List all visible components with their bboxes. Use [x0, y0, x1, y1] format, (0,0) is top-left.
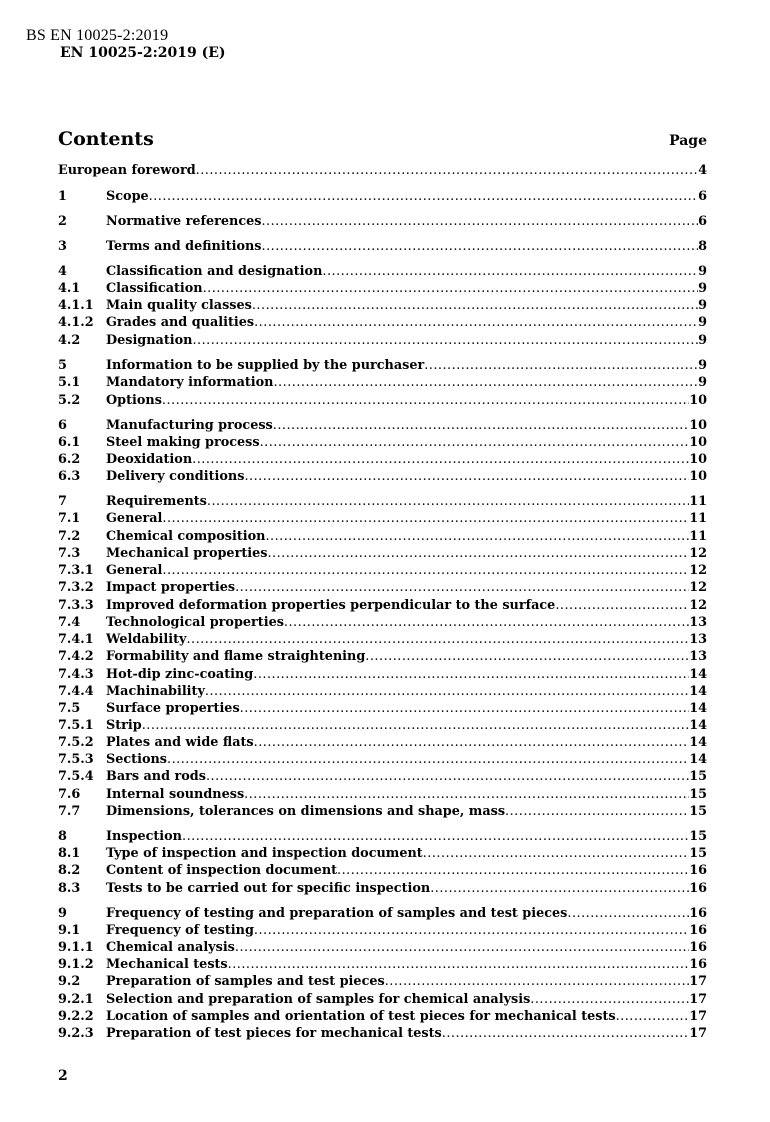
toc-entry-page: 10	[689, 452, 707, 467]
toc-dot-leader	[192, 332, 698, 349]
toc-entry[interactable]	[58, 263, 707, 280]
toc-entry[interactable]	[58, 803, 707, 820]
toc-entry-page: 6	[698, 214, 707, 229]
toc-entry-title: Classification	[106, 281, 203, 296]
toc-entry-page: 16	[689, 863, 707, 878]
toc-dot-leader	[206, 768, 689, 785]
toc-entry[interactable]	[58, 880, 707, 897]
toc-entry-page: 10	[689, 435, 707, 450]
toc-entry-number: 3	[58, 239, 67, 254]
toc-entry-title: Strip	[106, 718, 142, 733]
toc-entry[interactable]	[58, 648, 707, 665]
toc-entry-title: Impact properties	[106, 580, 236, 595]
toc-entry[interactable]	[58, 666, 707, 683]
toc-entry-title: Information to be supplied by the purchaser	[106, 358, 425, 373]
toc-entry-title: Plates and wide flats	[106, 735, 254, 750]
toc-entry-title: Grades and qualities	[106, 315, 255, 330]
toc-entry[interactable]	[58, 734, 707, 751]
toc-entry-page: 14	[689, 718, 707, 733]
toc-dot-leader	[192, 451, 689, 468]
toc-entry[interactable]	[58, 434, 707, 451]
toc-entry[interactable]	[58, 1008, 707, 1025]
toc-dot-leader	[162, 392, 689, 409]
toc-entry-number: 7.4.4	[58, 684, 94, 699]
toc-dot-leader	[273, 417, 689, 434]
toc-entry-number: 6.2	[58, 452, 81, 467]
toc-entry-number: 9.2.2	[58, 1009, 94, 1024]
toc-entry-title: Preparation of samples and test pieces	[106, 974, 385, 989]
toc-dot-leader	[616, 1008, 690, 1025]
toc-entry-title: Inspection	[106, 829, 182, 844]
toc-entry-title: European foreword	[58, 163, 196, 178]
toc-dot-leader	[252, 297, 698, 314]
toc-entry-number: 7.5.2	[58, 735, 94, 750]
toc-dot-leader	[530, 991, 689, 1008]
toc-entry[interactable]	[58, 493, 707, 510]
toc-dot-leader	[162, 562, 689, 579]
toc-entry-title: Frequency of testing and preparation of samples and test pieces	[106, 906, 568, 921]
toc-entry-title: Tests to be carried out for specific inspection	[106, 881, 431, 896]
document-identifier: EN 10025-2:2019 (E)	[60, 45, 226, 61]
toc-entry-number: 7.4.2	[58, 649, 94, 664]
toc-entry-number: 8.2	[58, 863, 81, 878]
toc-entry-title: Mechanical tests	[106, 957, 228, 972]
toc-entry-title: Chemical analysis	[106, 940, 235, 955]
toc-entry[interactable]	[58, 614, 707, 631]
toc-entry-page: 9	[698, 375, 707, 390]
toc-entry-number: 7.4	[58, 615, 81, 630]
toc-dot-leader	[254, 922, 689, 939]
toc-entry-number: 9.2.3	[58, 1026, 94, 1041]
toc-entry-number: 6.3	[58, 469, 81, 484]
toc-entry-title: Mandatory information	[106, 375, 274, 390]
toc-dot-leader	[260, 434, 690, 451]
toc-entry-page: 9	[698, 358, 707, 373]
toc-entry-title: General	[106, 511, 163, 526]
toc-entry-number: 4.1	[58, 281, 81, 296]
toc-entry-page: 14	[689, 735, 707, 750]
toc-entry-number: 9.2.1	[58, 992, 94, 1007]
toc-entry[interactable]	[58, 579, 707, 596]
toc-entry-title: Surface properties	[106, 701, 240, 716]
toc-entry-title: Bars and rods	[106, 769, 206, 784]
page-number: 2	[58, 1068, 68, 1084]
toc-entry-page: 17	[689, 1009, 707, 1024]
toc-entry-title: Chemical composition	[106, 529, 266, 544]
toc-entry[interactable]	[58, 188, 707, 205]
toc-entry[interactable]	[58, 468, 707, 485]
toc-entry-title: Main quality classes	[106, 298, 252, 313]
toc-entry-page: 9	[698, 264, 707, 279]
toc-entry-title: Steel making process	[106, 435, 260, 450]
toc-dot-leader	[273, 374, 698, 391]
toc-entry-title: General	[106, 563, 163, 578]
toc-entry-page: 12	[689, 598, 707, 613]
toc-dot-leader	[203, 280, 698, 297]
toc-entry[interactable]	[58, 238, 707, 255]
toc-entry[interactable]	[58, 597, 707, 614]
toc-dot-leader	[430, 880, 689, 897]
toc-entry-title: Formability and flame straightening	[106, 649, 366, 664]
toc-dot-leader	[162, 510, 689, 527]
standard-identifier: BS EN 10025-2:2019	[26, 27, 169, 44]
toc-entry[interactable]	[58, 374, 707, 391]
toc-entry[interactable]	[58, 314, 707, 331]
toc-entry-title: Scope	[106, 189, 149, 204]
toc-entry-page: 10	[689, 393, 707, 408]
toc-entry-number: 5	[58, 358, 67, 373]
toc-entry-number: 2	[58, 214, 67, 229]
toc-entry-page: 14	[689, 667, 707, 682]
toc-entry-number: 7.1	[58, 511, 81, 526]
toc-dot-leader	[423, 845, 689, 862]
toc-dot-leader	[167, 751, 689, 768]
toc-entry-page: 13	[689, 615, 707, 630]
toc-dot-leader	[385, 973, 689, 990]
toc-dot-leader	[182, 828, 689, 845]
toc-entry-number: 7.4.1	[58, 632, 94, 647]
toc-entry-page: 15	[689, 787, 707, 802]
toc-dot-leader	[142, 717, 689, 734]
toc-entry-title: Sections	[106, 752, 167, 767]
toc-entry-page: 15	[689, 804, 707, 819]
toc-dot-leader	[365, 648, 689, 665]
toc-dot-leader	[235, 579, 689, 596]
toc-entry[interactable]	[58, 717, 707, 734]
toc-entry-page: 9	[698, 298, 707, 313]
toc-entry-number: 7.5	[58, 701, 81, 716]
toc-entry[interactable]	[58, 528, 707, 545]
toc-entry-page: 6	[698, 189, 707, 204]
toc-entry-title: Preparation of test pieces for mechanical tests	[106, 1026, 442, 1041]
toc-entry-page: 15	[689, 829, 707, 844]
toc-entry-number: 8.3	[58, 881, 81, 896]
toc-entry-title: Selection and preparation of samples for chemical analysis	[106, 992, 531, 1007]
toc-entry-number: 7.3	[58, 546, 81, 561]
toc-entry-page: 15	[689, 769, 707, 784]
toc-entry-title: Type of inspection and inspection document	[106, 846, 423, 861]
toc-dot-leader	[567, 905, 689, 922]
toc-entry-page: 14	[689, 752, 707, 767]
toc-entry-title: Terms and definitions	[106, 239, 262, 254]
toc-entry-number: 5.1	[58, 375, 81, 390]
toc-entry-page: 10	[689, 418, 707, 433]
toc-dot-leader	[254, 314, 698, 331]
toc-entry-page: 11	[689, 494, 707, 509]
toc-dot-leader	[267, 545, 689, 562]
toc-entry[interactable]	[58, 213, 707, 230]
toc-dot-leader	[228, 956, 690, 973]
toc-entry-page: 4	[698, 163, 707, 178]
toc-entry-title: Options	[106, 393, 162, 408]
toc-entry[interactable]	[58, 545, 707, 562]
toc-entry-number: 8.1	[58, 846, 81, 861]
toc-entry-page: 17	[689, 974, 707, 989]
toc-entry[interactable]	[58, 862, 707, 879]
toc-entry-page: 16	[689, 923, 707, 938]
toc-dot-leader	[235, 939, 689, 956]
toc-dot-leader	[424, 357, 698, 374]
toc-entry-page: 17	[689, 1026, 707, 1041]
toc-dot-leader	[149, 188, 698, 205]
toc-entry-page: 13	[689, 632, 707, 647]
toc-entry-number: 6	[58, 418, 67, 433]
toc-dot-leader	[253, 666, 689, 683]
toc-entry-number: 1	[58, 189, 67, 204]
toc-entry-number: 5.2	[58, 393, 81, 408]
toc-entry-page: 12	[689, 580, 707, 595]
toc-entry[interactable]	[58, 973, 707, 990]
toc-entry[interactable]	[58, 162, 707, 179]
toc-entry-page: 15	[689, 846, 707, 861]
toc-entry-page: 12	[689, 546, 707, 561]
toc-entry[interactable]	[58, 332, 707, 349]
toc-dot-leader	[322, 263, 698, 280]
toc-entry-title: Technological properties	[106, 615, 284, 630]
toc-entry-number: 8	[58, 829, 67, 844]
toc-entry-number: 9	[58, 906, 67, 921]
toc-dot-leader	[244, 786, 689, 803]
toc-entry-title: Content of inspection document	[106, 863, 338, 878]
toc-entry[interactable]	[58, 751, 707, 768]
toc-entry-number: 7.3.2	[58, 580, 94, 595]
toc-entry-number: 7.2	[58, 529, 81, 544]
toc-entry-number: 6.1	[58, 435, 81, 450]
toc-dot-leader	[337, 862, 689, 879]
toc-entry-number: 7.5.4	[58, 769, 94, 784]
toc-entry-page: 16	[689, 940, 707, 955]
toc-entry-page: 9	[698, 333, 707, 348]
toc-entry-number: 7	[58, 494, 67, 509]
toc-dot-leader	[207, 493, 689, 510]
toc-entry[interactable]	[58, 828, 707, 845]
toc-entry-title: Weldability	[106, 632, 187, 647]
toc-entry[interactable]	[58, 280, 707, 297]
toc-entry-title: Mechanical properties	[106, 546, 268, 561]
toc-entry-title: Normative references	[106, 214, 262, 229]
toc-entry-title: Frequency of testing	[106, 923, 254, 938]
toc-entry-page: 13	[689, 649, 707, 664]
toc-entry-number: 7.3.3	[58, 598, 94, 613]
toc-dot-leader	[284, 614, 689, 631]
toc-dot-leader	[205, 683, 689, 700]
toc-entry-title: Classification and designation	[106, 264, 323, 279]
toc-entry-title: Improved deformation properties perpendicular to the surface	[106, 598, 556, 613]
toc-dot-leader	[442, 1025, 689, 1042]
toc-dot-leader	[186, 631, 689, 648]
toc-entry[interactable]	[58, 956, 707, 973]
toc-entry-page: 10	[689, 469, 707, 484]
toc-entry[interactable]	[58, 922, 707, 939]
toc-entry[interactable]	[58, 451, 707, 468]
toc-dot-leader	[240, 700, 690, 717]
toc-header	[58, 128, 707, 150]
toc-dot-leader	[265, 528, 689, 545]
toc-entry-title: Internal soundness	[106, 787, 245, 802]
toc-dot-leader	[555, 597, 689, 614]
toc-entry-title: Location of samples and orientation of test pieces for mechanical tests	[106, 1009, 616, 1024]
toc-entry-title: Dimensions, tolerances on dimensions and shape, mass	[106, 804, 506, 819]
toc-entry[interactable]	[58, 845, 707, 862]
toc-entry-page: 16	[689, 906, 707, 921]
toc-entry-number: 4.1.1	[58, 298, 94, 313]
toc-dot-leader	[262, 238, 699, 255]
toc-entry-number: 4.1.2	[58, 315, 94, 330]
toc-entry[interactable]	[58, 905, 707, 922]
toc-entry-title: Hot-dip zinc-coating	[106, 667, 254, 682]
toc-entry[interactable]	[58, 297, 707, 314]
toc-entry-title: Machinability	[106, 684, 205, 699]
toc-entry[interactable]	[58, 700, 707, 717]
toc-entry-page: 16	[689, 881, 707, 896]
toc-entry-title: Delivery conditions	[106, 469, 245, 484]
toc-dot-leader	[254, 734, 690, 751]
toc-entry[interactable]	[58, 1025, 707, 1042]
toc-entry-page: 16	[689, 957, 707, 972]
toc-entry-page: 12	[689, 563, 707, 578]
toc-entry[interactable]	[58, 939, 707, 956]
toc-entry[interactable]	[58, 991, 707, 1008]
toc-entry-title: Designation	[106, 333, 193, 348]
toc-entry-number: 7.7	[58, 804, 81, 819]
toc-entry-number: 9.2	[58, 974, 81, 989]
toc-title: Contents	[58, 128, 154, 150]
toc-entry-page: 14	[689, 701, 707, 716]
toc-entry-page: 9	[698, 281, 707, 296]
toc-entry-number: 9.1	[58, 923, 81, 938]
toc-entry-page: 17	[689, 992, 707, 1007]
toc-entry-number: 9.1.1	[58, 940, 94, 955]
toc-entry[interactable]	[58, 392, 707, 409]
toc-entry-title: Manufacturing process	[106, 418, 273, 433]
toc-entry-page: 8	[698, 239, 707, 254]
toc-entry[interactable]	[58, 417, 707, 434]
toc-entry-page: 11	[689, 511, 707, 526]
toc-entry[interactable]	[58, 631, 707, 648]
toc-entry-page: 14	[689, 684, 707, 699]
toc-dot-leader	[261, 213, 698, 230]
toc-entry-page: 11	[689, 529, 707, 544]
toc-entry-page: 9	[698, 315, 707, 330]
toc-dot-leader	[505, 803, 689, 820]
toc-entry[interactable]	[58, 786, 707, 803]
toc-entry[interactable]	[58, 683, 707, 700]
toc-dot-leader	[244, 468, 689, 485]
toc-entry[interactable]	[58, 357, 707, 374]
toc-entry-title: Requirements	[106, 494, 207, 509]
toc-entry[interactable]	[58, 562, 707, 579]
toc-entry-number: 7.3.1	[58, 563, 94, 578]
toc-entry-number: 4.2	[58, 333, 81, 348]
toc-entry-number: 7.4.3	[58, 667, 94, 682]
toc-entry-number: 7.6	[58, 787, 81, 802]
toc-entry-number: 4	[58, 264, 67, 279]
toc-entry-number: 7.5.1	[58, 718, 94, 733]
toc-entry-number: 9.1.2	[58, 957, 94, 972]
toc-entry-title: Deoxidation	[106, 452, 193, 467]
toc-entry-number: 7.5.3	[58, 752, 94, 767]
toc-dot-leader	[196, 162, 698, 179]
toc-entry[interactable]	[58, 510, 707, 527]
toc-page-column-label: Page	[669, 133, 707, 149]
toc-entry[interactable]	[58, 768, 707, 785]
